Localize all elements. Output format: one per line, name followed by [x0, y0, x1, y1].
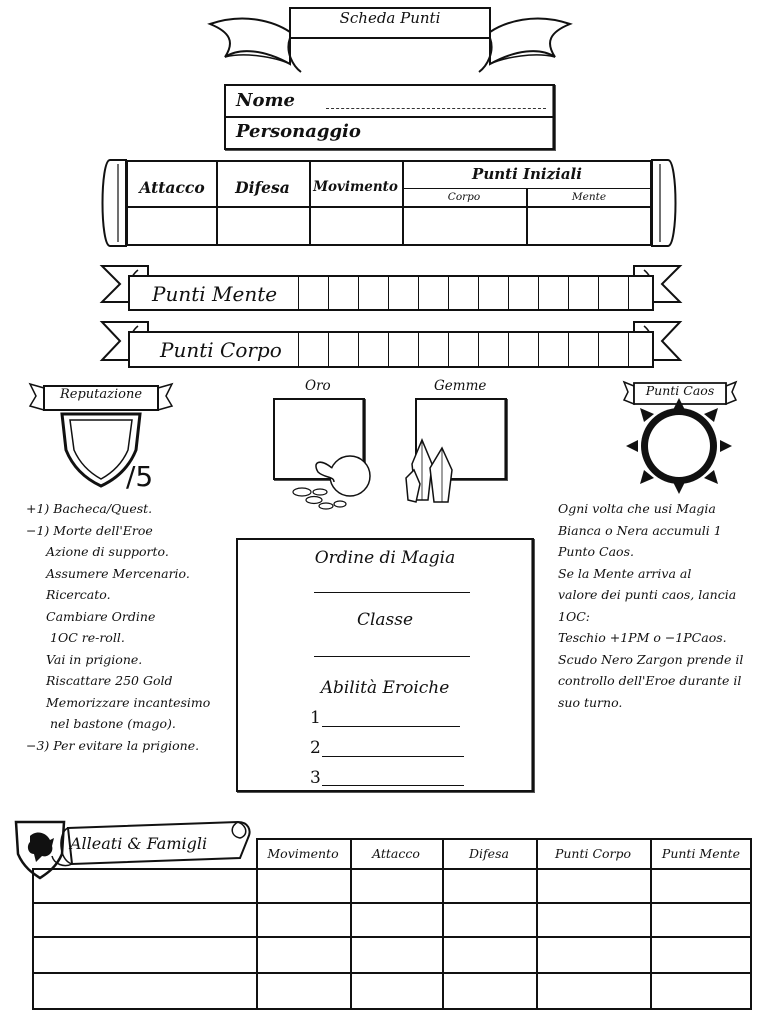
reputation-rule: nel bastone (mago).	[50, 716, 176, 731]
chaos-rule: Se la Mente arriva al	[558, 565, 692, 581]
defense-value[interactable]	[218, 208, 309, 246]
ability-field[interactable]	[322, 785, 464, 786]
body-box[interactable]	[598, 333, 628, 366]
class-field[interactable]	[314, 656, 470, 657]
stats-table	[126, 160, 652, 246]
reputation-rules	[26, 498, 210, 756]
reputation-rule: Riscattare 250 Gold	[46, 673, 173, 688]
mind-box[interactable]	[448, 277, 478, 309]
mind-subheader: Mente	[571, 191, 607, 203]
mind-box[interactable]	[628, 277, 654, 309]
reputation-max: /5	[126, 460, 154, 493]
reputation-rule: −3) Per evitare la prigione.	[26, 737, 200, 753]
mind-box[interactable]	[328, 277, 358, 309]
reputation-rule: Ricercato.	[46, 587, 111, 602]
body-box[interactable]	[568, 333, 598, 366]
mind-box[interactable]	[418, 277, 448, 309]
body-box[interactable]	[538, 333, 568, 366]
reputation-rule: 1OC re-roll.	[50, 630, 125, 645]
reputation-rule: Memorizzare incantesimo	[46, 694, 211, 710]
body-box[interactable]	[628, 333, 654, 366]
mind-box[interactable]	[478, 277, 508, 309]
chaos-rule: controllo dell'Eroe durante il	[558, 673, 742, 688]
chaos-rule: suo turno.	[558, 694, 623, 710]
allies-table	[32, 838, 752, 1010]
starting-mind-value[interactable]	[528, 208, 652, 246]
reputation-rule: +1) Bacheca/Quest.	[26, 501, 153, 516]
reputation-rule: Cambiare Ordine	[46, 608, 156, 624]
character-label: Personaggio	[236, 121, 361, 142]
attack-value[interactable]	[128, 208, 216, 246]
mind-box[interactable]	[598, 277, 628, 309]
chaos-rules	[558, 498, 743, 713]
mind-box[interactable]	[388, 277, 418, 309]
body-box[interactable]	[448, 333, 478, 366]
chaos-title: Punti Caos	[645, 383, 715, 398]
starting-body-value[interactable]	[404, 208, 526, 246]
table-row[interactable]	[34, 974, 750, 1008]
chaos-rule: Punto Caos.	[558, 544, 634, 559]
class-label: Classe	[356, 610, 414, 630]
mind-box[interactable]	[298, 277, 328, 309]
body-box[interactable]	[418, 333, 448, 366]
defense-header: Difesa	[235, 178, 290, 197]
chaos-rule: Teschio +1PM o −1PCaos.	[558, 630, 727, 645]
body-box[interactable]	[358, 333, 388, 366]
table-row[interactable]	[34, 938, 750, 971]
body-box[interactable]	[328, 333, 358, 366]
allies-title: Alleati & Famigli	[70, 834, 208, 853]
reputation-title: Reputazione	[59, 387, 143, 402]
chaos-rule: 1OC:	[558, 608, 590, 624]
magic-order-field[interactable]	[314, 592, 470, 593]
body-points-label: Punti Corpo	[160, 338, 282, 362]
name-field[interactable]	[326, 108, 546, 109]
table-row[interactable]	[34, 904, 750, 935]
mind-box[interactable]	[538, 277, 568, 309]
mind-box[interactable]	[508, 277, 538, 309]
reputation-value[interactable]	[82, 430, 122, 464]
reputation-rule: Azione di supporto.	[46, 544, 169, 559]
table-row[interactable]	[34, 870, 750, 901]
ability-field[interactable]	[322, 726, 460, 727]
movement-value[interactable]	[311, 208, 402, 246]
heroic-abilities-label: Abilità Eroiche	[320, 678, 450, 698]
body-subheader: Corpo	[447, 191, 481, 203]
movement-header: Movimento	[313, 179, 398, 195]
chaos-rule: Scudo Nero Zargon prende il	[558, 651, 744, 667]
ability-slot-number: 1	[310, 708, 321, 728]
ability-slot-number: 3	[310, 768, 321, 788]
allies-col-header: Punti Corpo	[554, 846, 632, 861]
gems-label: Gemme	[434, 378, 487, 394]
reputation-rule: −1) Morte dell'Eroe	[26, 522, 153, 538]
reputation-rule: Vai in prigione.	[46, 651, 143, 667]
mind-box[interactable]	[358, 277, 388, 309]
allies-col-header: Attacco	[372, 846, 420, 861]
magic-box	[236, 538, 534, 792]
allies-col-header: Movimento	[267, 846, 339, 861]
body-tracker	[128, 331, 654, 368]
body-box[interactable]	[478, 333, 508, 366]
name-label: Nome	[236, 90, 295, 111]
body-box[interactable]	[298, 333, 328, 366]
mind-points-label: Punti Mente	[152, 282, 278, 306]
chaos-rule: Ogni volta che usi Magia	[558, 501, 716, 516]
mind-box[interactable]	[568, 277, 598, 309]
chaos-value[interactable]	[656, 420, 702, 466]
ability-slot-number: 2	[310, 738, 321, 758]
gems-icon	[402, 434, 462, 508]
starting-points-header: Punti Iniziali	[472, 165, 582, 183]
identity-box	[224, 84, 555, 150]
gold-pouch-icon	[290, 448, 376, 518]
allies-col-header: Punti Mente	[661, 846, 741, 861]
allies-col-header: Difesa	[469, 846, 509, 861]
body-box[interactable]	[388, 333, 418, 366]
chaos-rule: Bianca o Nera accumuli 1	[558, 522, 722, 538]
reputation-rule: Assumere Mercenario.	[46, 565, 190, 581]
gold-label: Oro	[305, 378, 331, 394]
ability-field[interactable]	[322, 756, 464, 757]
body-box[interactable]	[508, 333, 538, 366]
magic-order-label: Ordine di Magia	[314, 548, 456, 568]
attack-header: Attacco	[139, 178, 205, 197]
mind-tracker	[128, 275, 654, 311]
chaos-rule: valore dei punti caos, lancia	[558, 587, 737, 602]
sheet-title: Scheda Punti	[339, 9, 441, 27]
